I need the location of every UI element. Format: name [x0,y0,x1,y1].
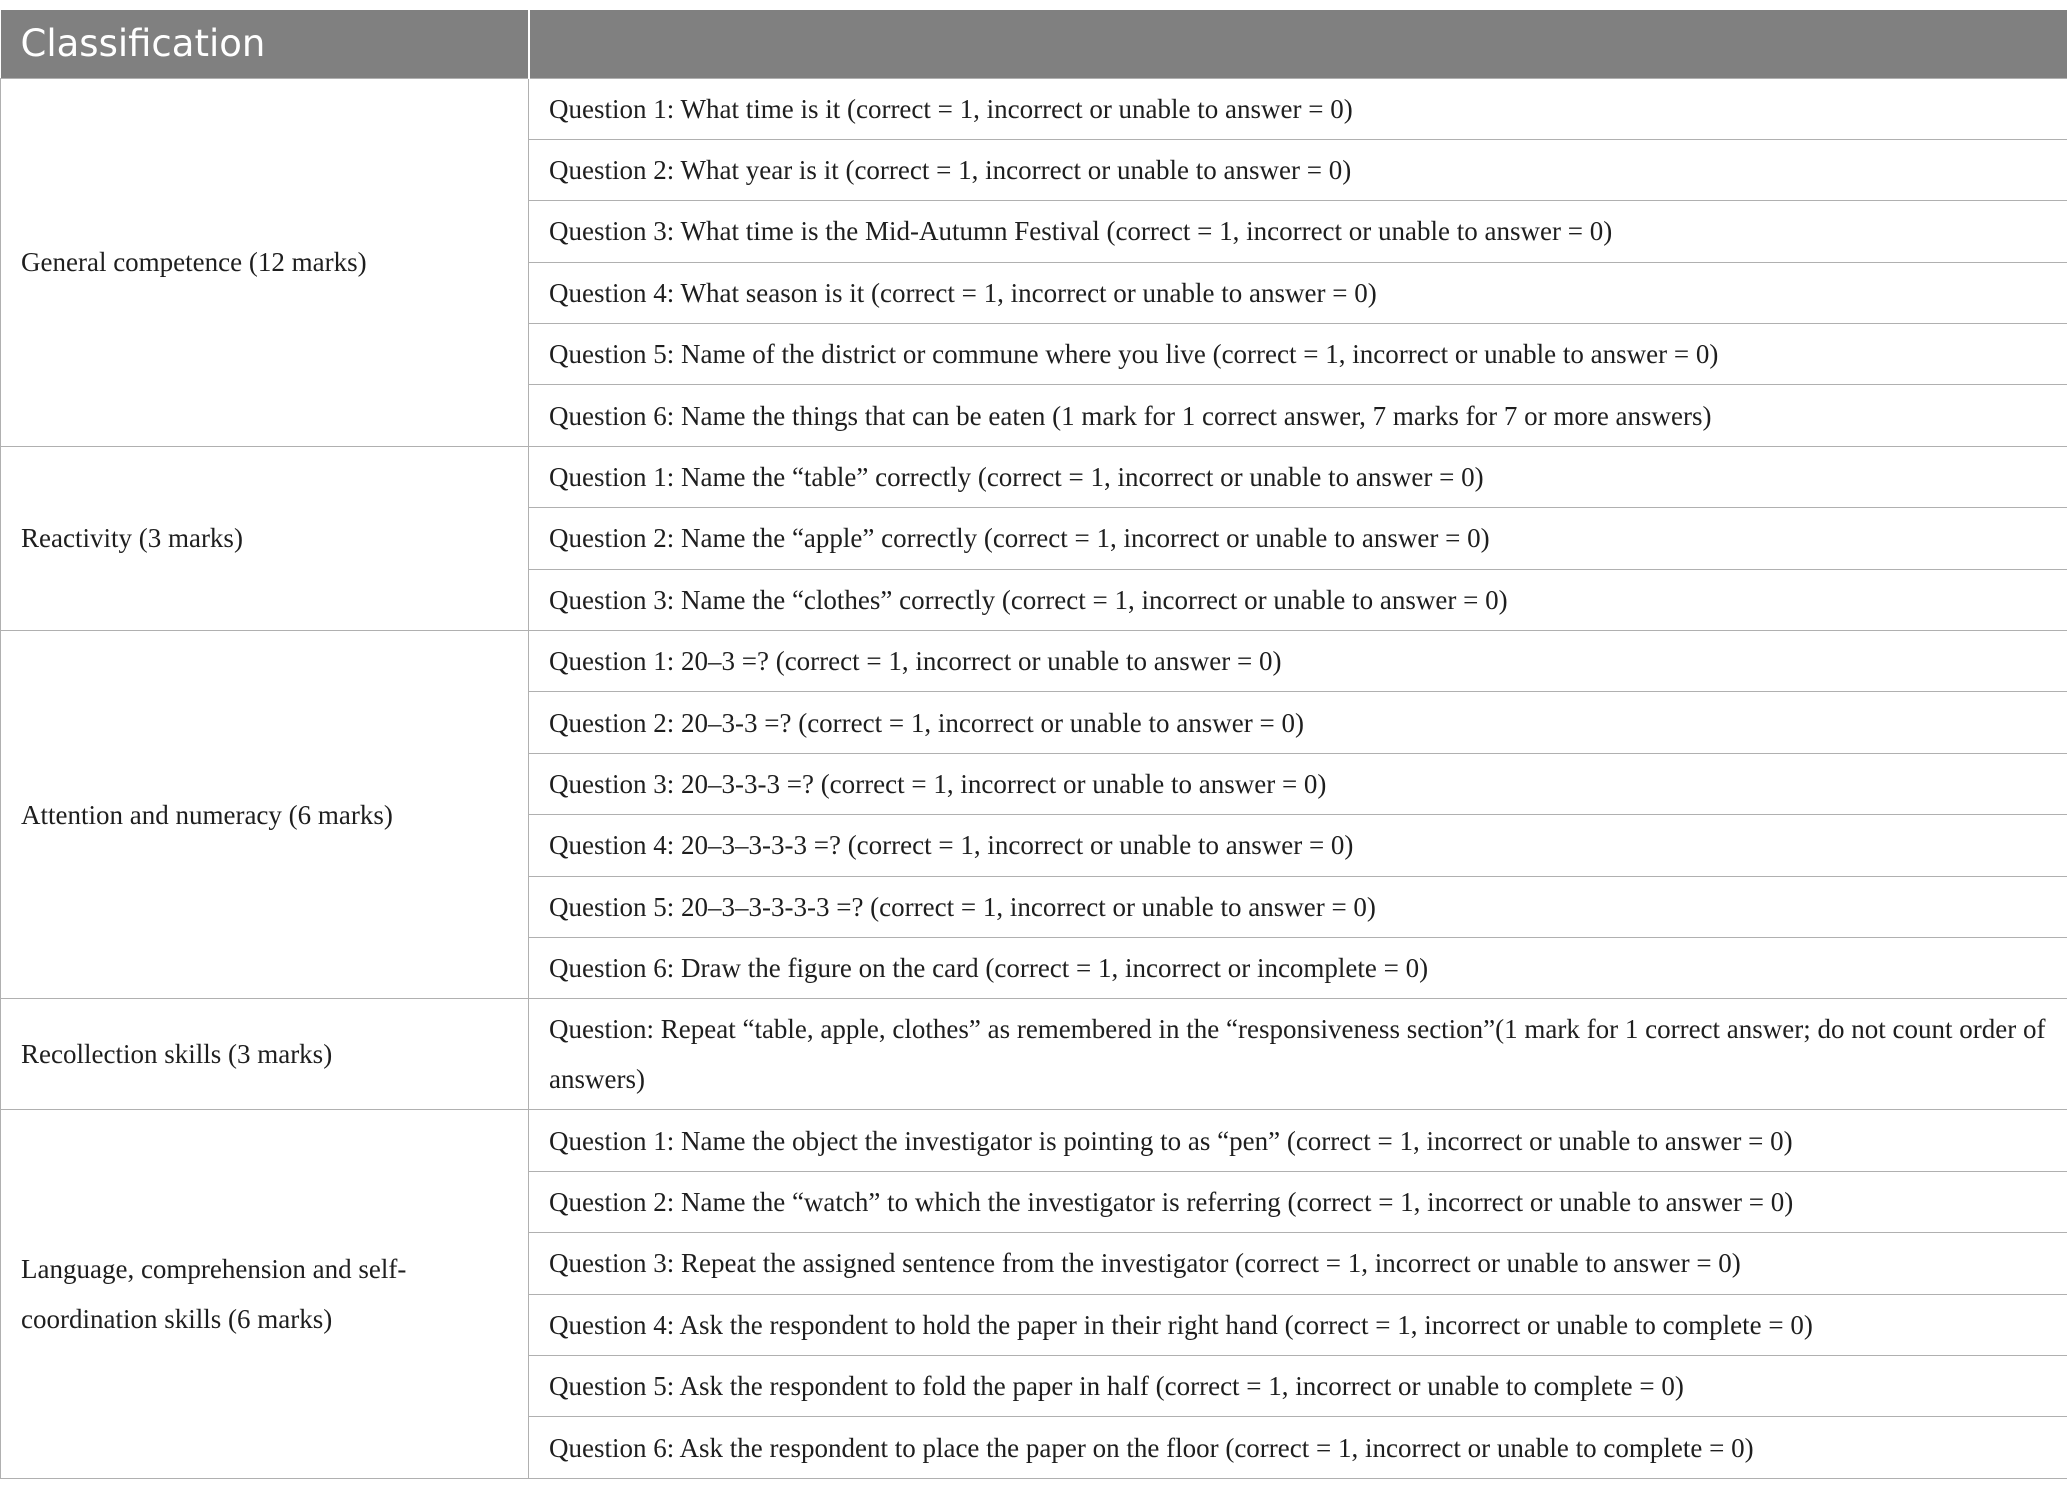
header-row [1,10,2067,78]
question-cell: Question 4: What season is it (correct = 1, incorrect or unable to answer = 0) [529,262,2067,323]
question-cell: Question 3: Repeat the assigned sentence from the investigator (correct = 1, incorrect or unable to answer = 0) [529,1233,2067,1294]
question-cell: Question 6: Name the things that can be eaten (1 mark for 1 correct answer, 7 marks for 7 or more answers) [529,385,2067,446]
question-cell: Question 1: Name the object the investigator is pointing to as “pen” (correct = 1, incorrect or unable to answer = 0) [529,1110,2067,1171]
header-questions [529,10,2067,78]
category-attention-numeracy: Attention and numeracy (6 marks) [1,631,529,999]
question-cell: Question 5: Ask the respondent to fold the paper in half (correct = 1, incorrect or unable to complete = 0) [529,1355,2067,1416]
category-general-competence: General competence (12 marks) [1,78,529,446]
question-cell: Question 1: What time is it (correct = 1, incorrect or unable to answer = 0) [529,78,2067,139]
classification-table [0,10,2067,1479]
question-cell: Question 4: Ask the respondent to hold the paper in their right hand (correct = 1, incorrect or unable to complete = 0) [529,1294,2067,1355]
question-cell: Question 2: Name the “watch” to which the investigator is referring (correct = 1, incorrect or unable to answer = 0) [529,1171,2067,1232]
question-cell: Question 3: Name the “clothes” correctly (correct = 1, incorrect or unable to answer = 0) [529,569,2067,630]
question-cell: Question 6: Draw the figure on the card (correct = 1, incorrect or incomplete = 0) [529,937,2067,998]
question-cell: Question 5: 20–3–3-3-3-3 =? (correct = 1, incorrect or unable to answer = 0) [529,876,2067,937]
question-cell: Question 6: Ask the respondent to place the paper on the floor (correct = 1, incorrect or unable to complete = 0) [529,1417,2067,1478]
table-row [1,999,2067,1110]
question-cell: Question: Repeat “table, apple, clothes” as remembered in the “responsiveness section”(1 mark for 1 correct answer; do not count order of answers) [529,999,2067,1110]
question-cell: Question 2: Name the “apple” correctly (correct = 1, incorrect or unable to answer = 0) [529,508,2067,569]
table-row [1,1110,2067,1171]
question-cell: Question 1: Name the “table” correctly (correct = 1, incorrect or unable to answer = 0) [529,446,2067,507]
question-cell: Question 3: 20–3-3-3 =? (correct = 1, incorrect or unable to answer = 0) [529,753,2067,814]
question-cell: Question 5: Name of the district or commune where you live (correct = 1, incorrect or unable to answer = 0) [529,324,2067,385]
question-cell: Question 3: What time is the Mid-Autumn Festival (correct = 1, incorrect or unable to answer = 0) [529,201,2067,262]
category-language-comprehension: Language, comprehension and self-coordination skills (6 marks) [1,1110,529,1478]
table-row [1,631,2067,692]
table-row [1,78,2067,139]
question-cell: Question 4: 20–3–3-3-3 =? (correct = 1, incorrect or unable to answer = 0) [529,815,2067,876]
header-classification: Classification [1,10,529,78]
category-recollection-skills: Recollection skills (3 marks) [1,999,529,1110]
question-cell: Question 2: 20–3-3 =? (correct = 1, incorrect or unable to answer = 0) [529,692,2067,753]
category-reactivity: Reactivity (3 marks) [1,446,529,630]
question-cell: Question 2: What year is it (correct = 1, incorrect or unable to answer = 0) [529,139,2067,200]
table-row [1,446,2067,507]
question-cell: Question 1: 20–3 =? (correct = 1, incorrect or unable to answer = 0) [529,631,2067,692]
classification-table-container [0,10,2067,1479]
